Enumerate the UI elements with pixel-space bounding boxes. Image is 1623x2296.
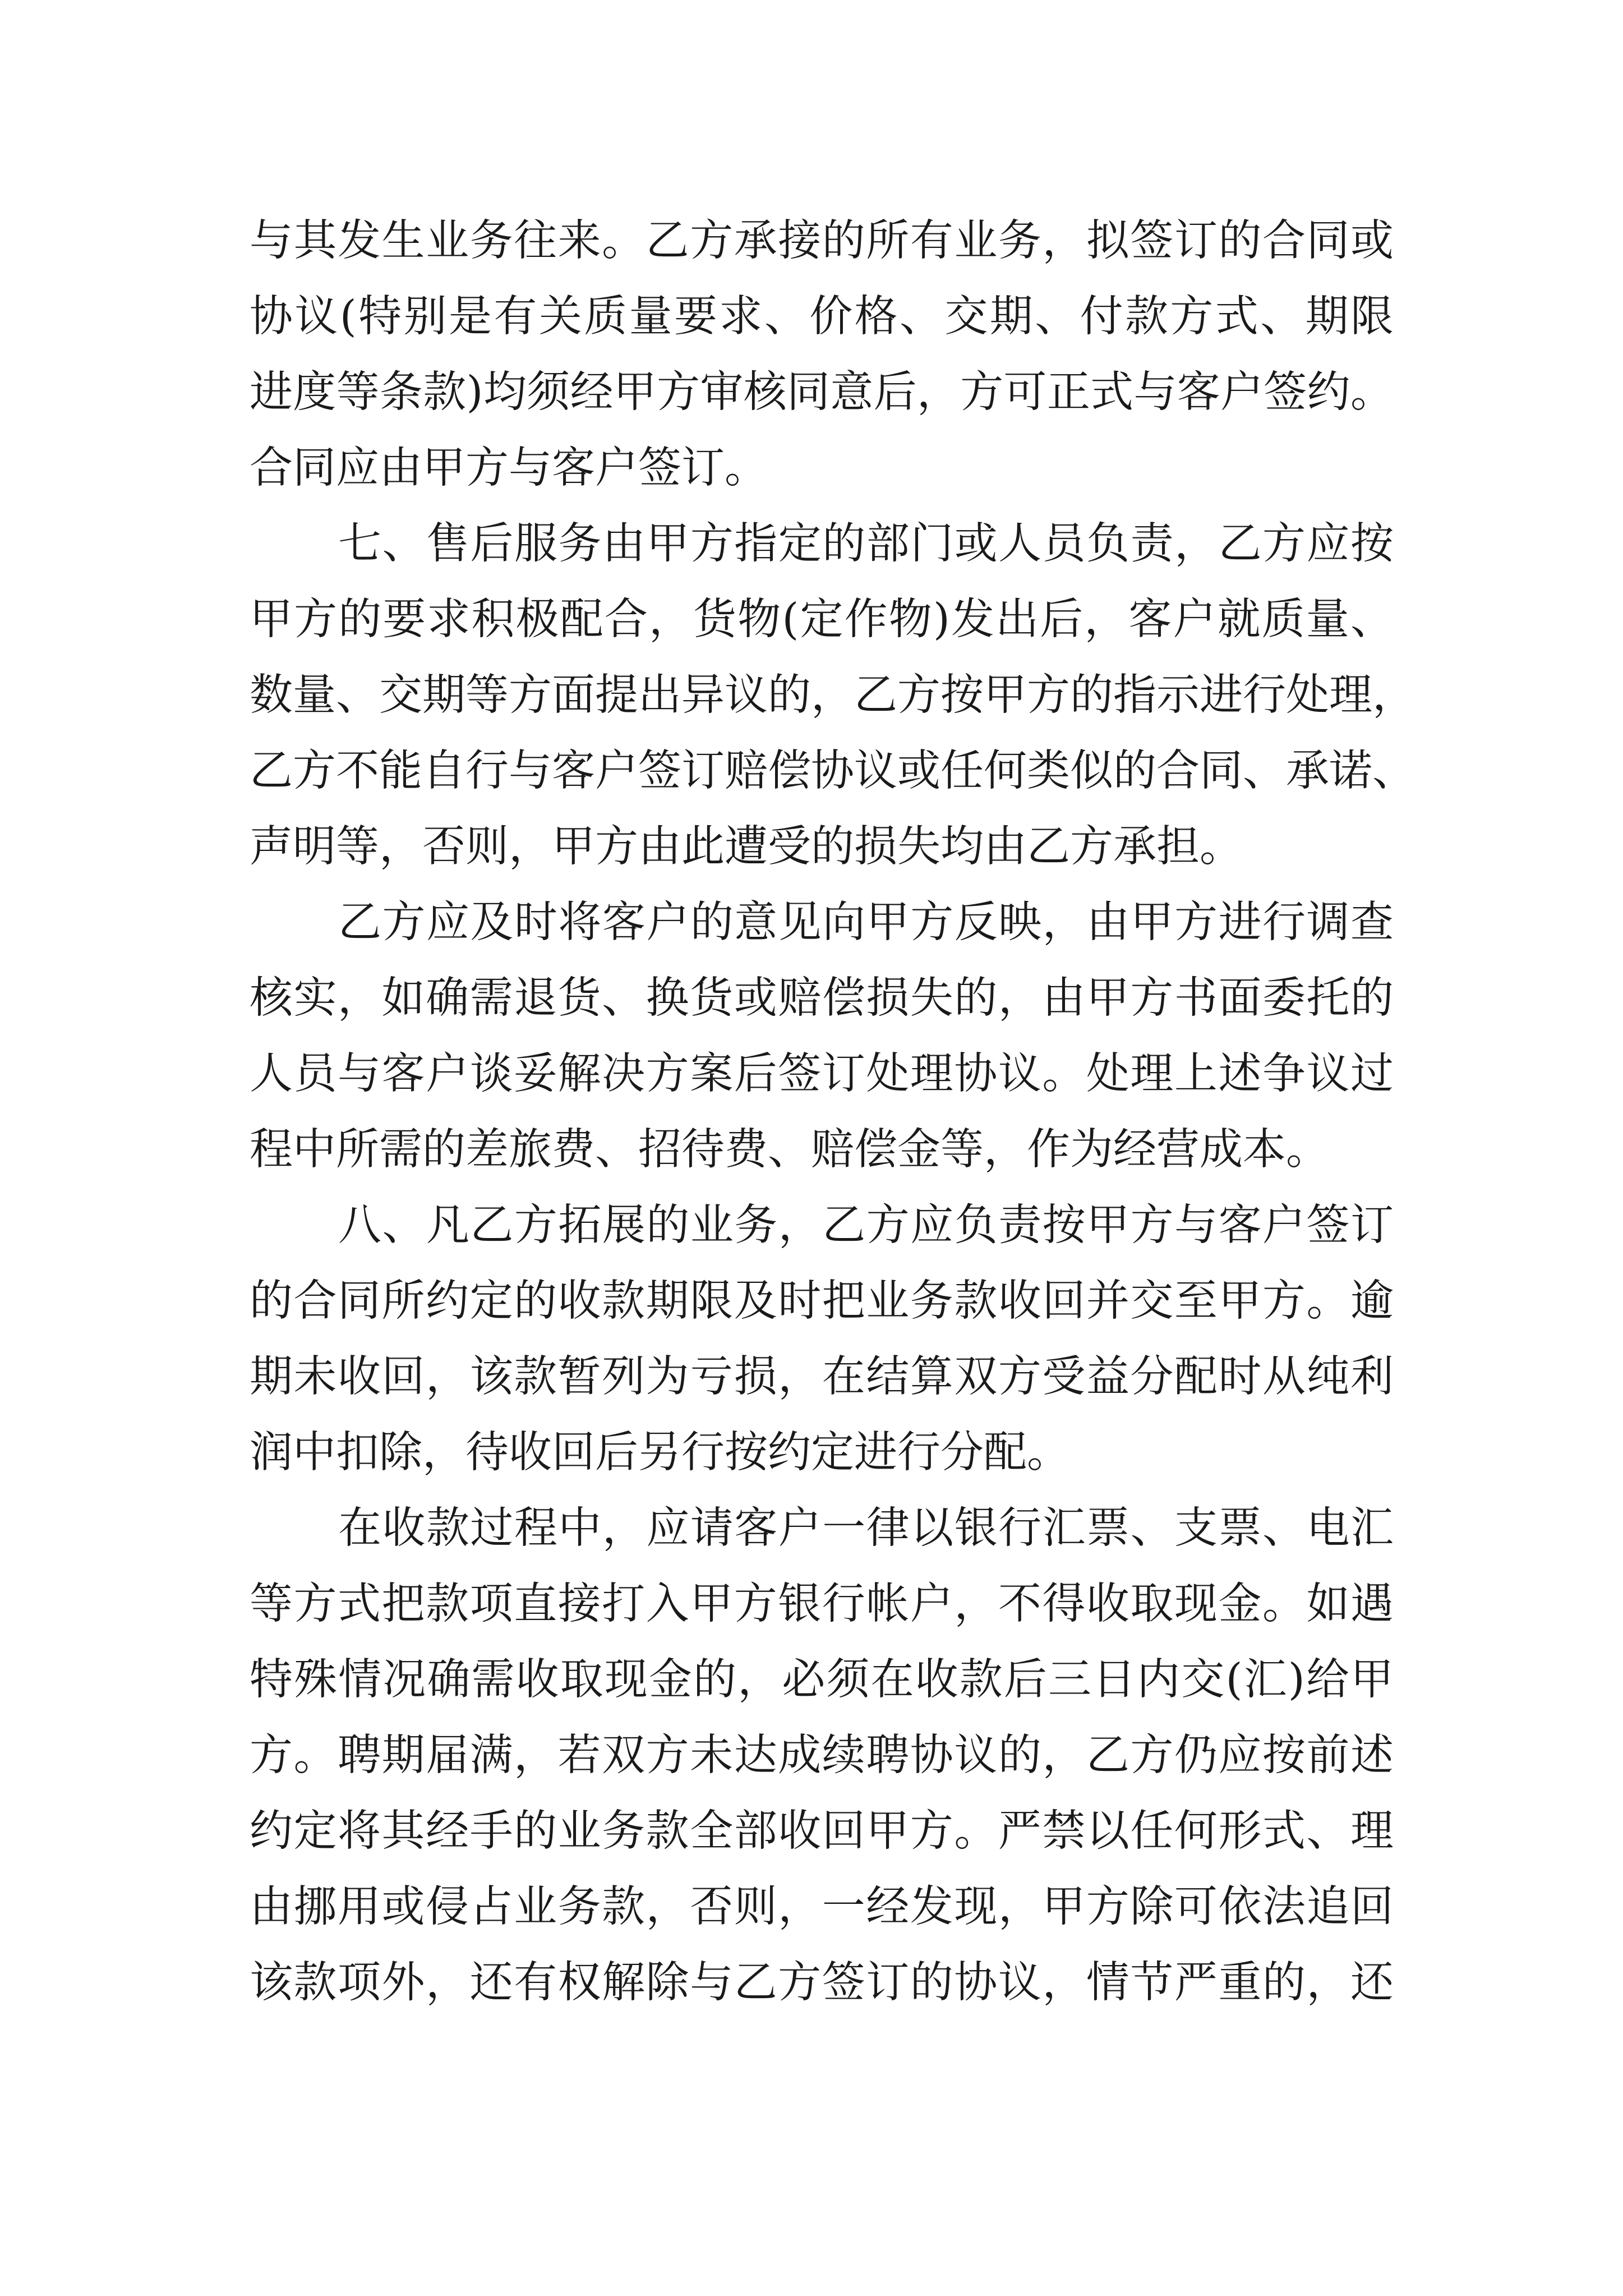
text-line: 由挪用或侵占业务款，否则，一经发现，甲方除可依法追回 [250, 1882, 1394, 1932]
text-line: 合同应由甲方与客户签订。 [250, 443, 768, 493]
text-line: 乙方不能自行与客户签订赔偿协议或任何类似的合同、承诺、 [250, 746, 1415, 796]
text-line: 等方式把款项直接打入甲方银行帐户，不得收取现金。如遇 [250, 1579, 1394, 1629]
text-line: 与其发生业务往来。乙方承接的所有业务，拟签订的合同或 [250, 216, 1394, 266]
text-line: 约定将其经手的业务款全部收回甲方。严禁以任何形式、理 [250, 1806, 1394, 1856]
paragraph-first-line: 在收款过程中，应请客户一律以银行汇票、支票、电汇 [338, 1503, 1394, 1553]
text-line: 方。聘期届满，若双方未达成续聘协议的，乙方仍应按前述 [250, 1731, 1394, 1780]
text-line: 数量、交期等方面提出异议的，乙方按甲方的指示进行处理， [250, 670, 1415, 720]
paragraph-first-line: 乙方应及时将客户的意见向甲方反映，由甲方进行调查 [338, 898, 1394, 947]
text-line: 甲方的要求积极配合，货物(定作物)发出后，客户就质量、 [250, 595, 1394, 645]
paragraph-first-line: 七、售后服务由甲方指定的部门或人员负责，乙方应按 [338, 519, 1394, 569]
document-body [250, 203, 1415, 2021]
text-line: 人员与客户谈妥解决方案后签订处理协议。处理上述争议过 [250, 1049, 1394, 1099]
text-line: 特殊情况确需收取现金的，必须在收款后三日内交(汇)给甲 [250, 1655, 1394, 1705]
text-line: 期未收回，该款暂列为亏损，在结算双方受益分配时从纯利 [250, 1352, 1394, 1402]
text-line: 进度等条款)均须经甲方审核同意后，方可正式与客户签约。 [250, 367, 1394, 417]
text-line: 该款项外，还有权解除与乙方签订的协议，情节严重的，还 [250, 1958, 1394, 2008]
text-line: 润中扣除，待收回后另行按约定进行分配。 [250, 1428, 1070, 1478]
text-line: 核实，如确需退货、换货或赔偿损失的，由甲方书面委托的 [250, 973, 1394, 1023]
text-line: 声明等，否则，甲方由此遭受的损失均由乙方承担。 [250, 822, 1243, 872]
text-line: 程中所需的差旅费、招待费、赔偿金等，作为经营成本。 [250, 1125, 1329, 1175]
text-line: 协议(特别是有关质量要求、价格、交期、付款方式、期限 [250, 292, 1394, 342]
paragraph-first-line: 八、凡乙方拓展的业务，乙方应负责按甲方与客户签订 [338, 1200, 1394, 1250]
text-line: 的合同所约定的收款期限及时把业务款收回并交至甲方。逾 [250, 1276, 1394, 1326]
